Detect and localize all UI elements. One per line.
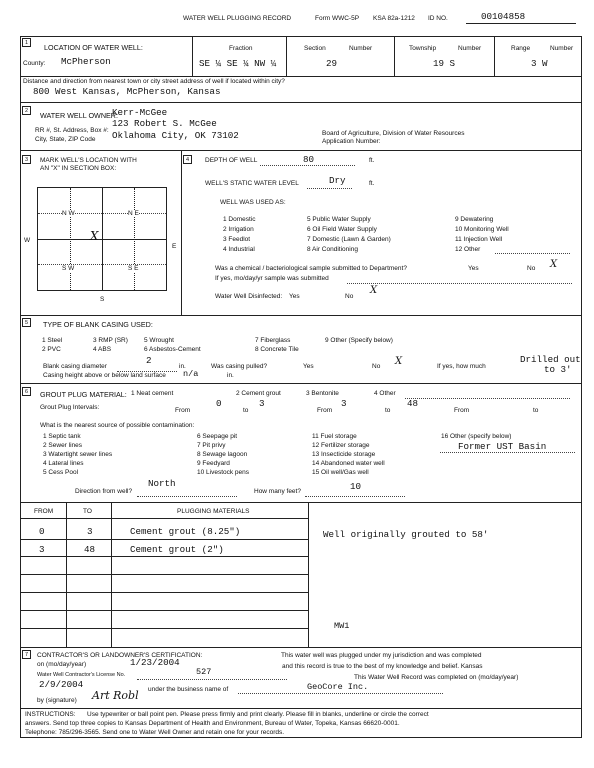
use-2[interactable]: 2 Irrigation — [223, 226, 254, 233]
instructions-line-2: answers. Send top three copies to Kansas Department of Health and Environment, Bureau of Water, Topeka, Kansas 66620-0001. — [25, 720, 400, 727]
direction-value: North — [148, 478, 176, 489]
disinfected-yes[interactable]: Yes — [289, 293, 300, 300]
disinfected-label: Water Well Disinfected: — [215, 293, 283, 300]
nw-label: N W — [62, 210, 75, 217]
interval-2-to: 48 — [407, 398, 419, 409]
casing-8[interactable]: 8 Concrete Tile — [255, 346, 299, 353]
casing-6[interactable]: 6 Asbestos-Cement — [144, 346, 201, 353]
township-label: Township — [409, 45, 437, 52]
casing-7[interactable]: 7 Fiberglass — [255, 337, 291, 344]
sample-date-label: If yes, mo/day/yr sample was submitted — [215, 275, 329, 282]
col-materials: PLUGGING MATERIALS — [177, 508, 250, 515]
sample-no[interactable]: No — [527, 265, 536, 272]
use-9[interactable]: 9 Dewatering — [455, 216, 494, 223]
form-frame — [20, 36, 582, 738]
use-8[interactable]: 8 Air Conditioning — [307, 246, 358, 253]
completed-label: This Water Well Record was completed on (mo/day/year) — [354, 674, 519, 681]
row-1-material: Cement grout (8.25") — [130, 526, 241, 537]
range-number-label: Number — [550, 45, 574, 52]
depth-ft: ft. — [369, 157, 375, 164]
application-label: Application Number: — [322, 138, 381, 145]
grout-2[interactable]: 2 Cement grout — [236, 390, 281, 397]
owner-address-1: 123 Robert S. McGee — [112, 118, 217, 129]
use-6[interactable]: 6 Oil Field Water Supply — [307, 226, 377, 233]
section-4-number: 4 — [183, 155, 192, 164]
id-number: 00104858 — [481, 11, 526, 22]
casing-2[interactable]: 2 PVC — [42, 346, 61, 353]
row-2-to: 48 — [84, 544, 96, 555]
section-2-number: 2 — [22, 106, 31, 115]
county-value: McPherson — [61, 56, 111, 67]
ne-label: N E — [128, 210, 139, 217]
contam-other-value: Former UST Basin — [458, 441, 547, 452]
casing-3[interactable]: 3 RMP (SR) — [93, 337, 128, 344]
how-many-value: 10 — [350, 481, 362, 492]
plug-date: 1/23/2004 — [130, 657, 180, 668]
to-1-label: to — [243, 407, 249, 414]
to-3-label: to — [533, 407, 539, 414]
used-label: WELL WAS USED AS: — [220, 199, 286, 206]
contam-15[interactable]: 15 Oil well/Gas well — [312, 469, 369, 476]
grout-1[interactable]: 1 Neat cement — [131, 390, 174, 397]
use-11[interactable]: 11 Injection Well — [455, 236, 503, 243]
se-label: S E — [128, 265, 139, 272]
contam-11[interactable]: 11 Fuel storage — [312, 433, 357, 440]
fraction-label: Fraction — [229, 45, 253, 52]
interval-1-from: 0 — [216, 398, 222, 409]
county-label: County: — [23, 60, 46, 67]
grout-label: GROUT PLUG MATERIAL: — [40, 390, 127, 399]
use-1[interactable]: 1 Domestic — [223, 216, 256, 223]
contam-6[interactable]: 6 Seepage pit — [197, 433, 238, 440]
row-1-to: 3 — [87, 526, 93, 537]
remark: Well originally grouted to 58' — [323, 529, 489, 540]
contam-3[interactable]: 3 Watertight sewer lines — [43, 451, 113, 458]
cert-text-1: This water well was plugged under my jurisdiction and was completed — [281, 652, 482, 659]
cert-text-2: and this record is true to the best of my knowledge and belief. Kansas — [282, 663, 483, 670]
contam-7[interactable]: 7 Pit privy — [197, 442, 226, 449]
static-label: WELL'S STATIC WATER LEVEL — [205, 180, 299, 187]
intervals-label: Grout Plug Intervals: — [40, 404, 100, 411]
distance-value: 800 West Kansas, McPherson, Kansas — [33, 86, 221, 97]
drilled-to: to 3' — [544, 364, 572, 375]
owner-name: Kerr-McGee — [112, 107, 168, 118]
range-value: 3 W — [531, 58, 548, 69]
height-label: Casing height above or below land surface — [43, 372, 166, 379]
grout-3[interactable]: 3 Bentonite — [306, 390, 339, 397]
static-ft: ft. — [369, 180, 375, 187]
diameter-in: in. — [179, 363, 186, 370]
pulled-no-mark: X — [395, 356, 403, 367]
section-1-number: 1 — [22, 38, 31, 47]
pulled-no[interactable]: No — [372, 363, 381, 370]
interval-1-to: 3 — [259, 398, 265, 409]
contam-12[interactable]: 12 Fertilizer storage — [312, 442, 370, 449]
sample-yes[interactable]: Yes — [468, 265, 479, 272]
on-date-label: on (mo/day/year) — [37, 661, 87, 668]
section-5-number: 5 — [22, 318, 31, 327]
use-10[interactable]: 10 Monitoring Well — [455, 226, 509, 233]
signature-label: by (signature) — [37, 697, 77, 704]
contamination-label: What is the nearest source of possible contamination: — [40, 422, 195, 429]
casing-9[interactable]: 9 Other (Specify below) — [325, 337, 393, 344]
location-label: LOCATION OF WATER WELL: — [44, 43, 143, 52]
township-value: 19 S — [433, 58, 456, 69]
township-number-label: Number — [458, 45, 482, 52]
address-label-2: City, State, ZIP Code — [35, 136, 96, 143]
cert-label: CONTRACTOR'S OR LANDOWNER'S CERTIFICATION: — [37, 652, 203, 659]
row-1-from: 0 — [39, 526, 45, 537]
section-6-number: 6 — [22, 387, 31, 396]
business-label: under the business name of — [148, 686, 229, 693]
depth-value: 80 — [303, 154, 315, 165]
drilled-out: Drilled out — [520, 354, 581, 365]
instructions-label: INSTRUCTIONS: — [25, 711, 76, 718]
contam-16[interactable]: 16 Other (specify below) — [441, 433, 512, 440]
ksa-number: KSA 82a-1212 — [373, 15, 415, 22]
range-label: Range — [511, 45, 531, 52]
license-value: 527 — [196, 667, 212, 677]
to-2-label: to — [385, 407, 391, 414]
contam-8[interactable]: 8 Sewage lagoon — [197, 451, 248, 458]
depth-label: DEPTH OF WELL — [205, 157, 258, 164]
use-7[interactable]: 7 Domestic (Lawn & Garden) — [307, 236, 391, 243]
business-value: GeoCore Inc. — [307, 682, 369, 692]
contam-13[interactable]: 13 Insecticide storage — [312, 451, 376, 458]
grout-4[interactable]: 4 Other — [374, 390, 396, 397]
row-2-from: 3 — [39, 544, 45, 555]
contam-9[interactable]: 9 Feedyard — [197, 460, 230, 467]
south-label: S — [100, 296, 105, 303]
completed-date: 2/9/2004 — [39, 679, 84, 690]
east-label: E — [172, 243, 177, 250]
mw-label: MW1 — [334, 621, 350, 631]
casing-5[interactable]: 5 Wrought — [144, 337, 174, 344]
owner-address-2: Oklahoma City, OK 73102 — [112, 130, 239, 141]
distance-label: Distance and direction from nearest town or city street address of well if located within city? — [23, 78, 285, 85]
section-7-number: 7 — [22, 650, 31, 659]
height-in: in. — [227, 372, 234, 379]
contam-5[interactable]: 5 Cess Pool — [43, 469, 79, 476]
sample-question: Was a chemical / bacteriological sample submitted to Department? — [215, 265, 407, 272]
address-label-1: RR #, St. Address, Box #: — [35, 127, 109, 134]
form-number: Form WWC-5P — [315, 15, 360, 22]
casing-4[interactable]: 4 ABS — [93, 346, 112, 353]
direction-label: Direction from well? — [75, 488, 133, 495]
casing-1[interactable]: 1 Steel — [42, 337, 63, 344]
mark-label-1: MARK WELL'S LOCATION WITH — [40, 157, 137, 164]
license-label: Water Well Contractor's License No. — [37, 672, 126, 678]
section-3-number: 3 — [22, 155, 31, 164]
well-location-mark[interactable]: X — [90, 229, 99, 243]
col-from: FROM — [34, 508, 54, 515]
how-much-label: If yes, how much — [437, 363, 486, 370]
from-2-label: From — [317, 407, 333, 414]
how-many-label: How many feet? — [254, 488, 301, 495]
interval-2-from: 3 — [341, 398, 347, 409]
signature: Art Robl — [92, 689, 139, 702]
sample-no-mark: X — [550, 259, 558, 270]
owner-label: WATER WELL OWNER: — [40, 111, 118, 120]
disinfected-no[interactable]: No — [345, 293, 354, 300]
diameter-label: Blank casing diameter — [43, 363, 107, 370]
section-value: 29 — [326, 58, 338, 69]
use-5[interactable]: 5 Public Water Supply — [307, 216, 371, 223]
height-value: n/a — [183, 369, 199, 379]
id-label: ID NO. — [428, 15, 448, 22]
row-2-material: Cement grout (2") — [130, 544, 224, 555]
contam-4[interactable]: 4 Lateral lines — [43, 460, 84, 467]
contam-14[interactable]: 14 Abandoned water well — [312, 460, 385, 467]
static-value: Dry — [329, 175, 346, 186]
contam-10[interactable]: 10 Livestock pens — [197, 469, 250, 476]
section-box[interactable] — [37, 187, 167, 291]
instructions-line-3: Telephone: 785/296-3565. Send one to Water Well Owner and retain one for your records. — [25, 729, 285, 736]
pulled-yes[interactable]: Yes — [303, 363, 314, 370]
contam-2[interactable]: 2 Sewer lines — [43, 442, 83, 449]
col-to: TO — [83, 508, 92, 515]
use-4[interactable]: 4 Industrial — [223, 246, 255, 253]
mark-label-2: AN "X" IN SECTION BOX: — [40, 165, 117, 172]
form-title: WATER WELL PLUGGING RECORD — [183, 15, 292, 22]
fraction-value: SE ¼ SE ¼ NW ¼ — [199, 58, 277, 69]
from-3-label: From — [454, 407, 470, 414]
casing-label: TYPE OF BLANK CASING USED: — [43, 320, 153, 329]
disinfected-no-mark: X — [370, 285, 378, 296]
from-1-label: From — [175, 407, 191, 414]
board-label: Board of Agriculture, Division of Water Resources — [322, 130, 465, 137]
sw-label: S W — [62, 265, 75, 272]
diameter-value: 2 — [146, 355, 152, 366]
section-number-label: Number — [349, 45, 373, 52]
use-3[interactable]: 3 Feedlot — [223, 236, 251, 243]
contam-1[interactable]: 1 Septic tank — [43, 433, 81, 440]
pulled-label: Was casing pulled? — [211, 363, 268, 370]
use-12[interactable]: 12 Other — [455, 246, 481, 253]
west-label: W — [24, 237, 31, 244]
instructions-line-1: Use typewriter or ball point pen. Please press firmly and print clearly. Please fill in blanks, underline or circle the correct — [87, 711, 429, 718]
section-label: Section — [304, 45, 326, 52]
